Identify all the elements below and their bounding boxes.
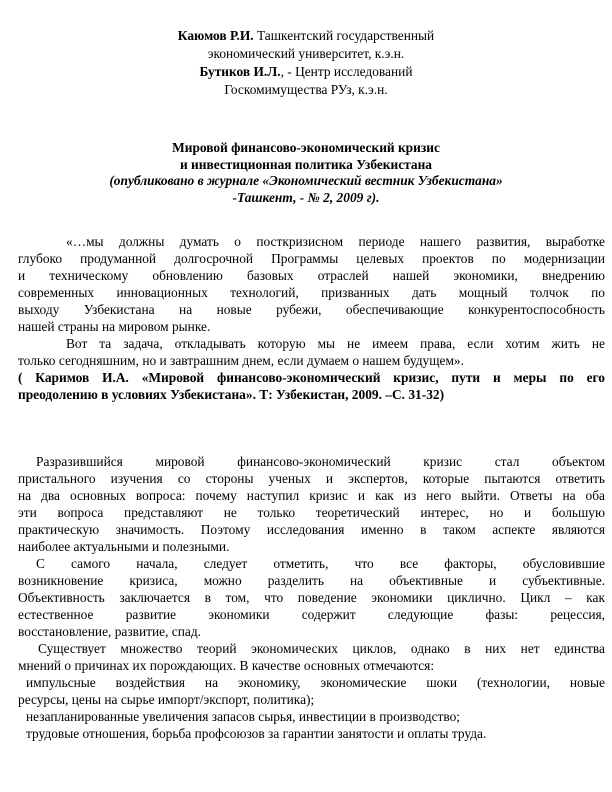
title-block	[0, 140, 612, 206]
body-line: Объективность заключается в том, что поведение экономики циклично. Цикл – как	[18, 590, 605, 605]
epigraph-line: и техническому обновлению базовых отраслей нашей экономики, внедрению	[18, 268, 605, 283]
epigraph-line: нашей страны на мировом рынке.	[18, 319, 211, 334]
epigraph	[18, 233, 605, 403]
epigraph-line: выходу Узбекистана на новые рубежи, обеспечивающие конкурентоспособность	[18, 302, 605, 317]
epigraph-citation: преодолению в условиях Узбекистана». Т: Узбекистан, 2009. –С. 31-32)	[18, 387, 445, 402]
body-line: Разразившийся мировой финансово-экономический кризис стал объектом	[36, 454, 605, 469]
publication-line-1: (опубликовано в журнале «Экономический вестник Узбекистана»	[109, 173, 503, 188]
epigraph-line: глубоко продуманной долгосрочной Программы целевых проектов по модернизации	[18, 251, 605, 266]
body-line: С самого начала, следует отметить, что все факторы, обусловившие	[36, 556, 605, 571]
body-line: восстановление, развитие, спад.	[18, 624, 201, 639]
author-1-name: Каюмов Р.И.	[177, 28, 254, 43]
body-line: на два основных вопроса: почему наступил кризис и как из него выйти. Ответы на оба	[18, 488, 605, 503]
author-2-line	[0, 63, 612, 81]
author-1-degree: экономический университет, к.э.н.	[207, 46, 405, 61]
body-line: Существует множество теорий экономических циклов, однако в них нет единства	[38, 641, 605, 656]
body-text	[18, 453, 605, 742]
list-item: ресурсы, цены на сырье импорт/экспорт, политика);	[18, 692, 315, 707]
epigraph-line: Вот та задача, откладывать которую мы не имеем права, если хотим жить не	[66, 336, 605, 351]
body-line: наиболее актуальными и полезными.	[18, 539, 230, 554]
list-item: незапланированные увеличения запасов сырья, инвестиции в производство;	[26, 709, 461, 724]
list-item: импульсные воздействия на экономику, экономические шоки (технологии, новые	[26, 675, 605, 690]
list-item: трудовые отношения, борьба профсоюзов за гарантии занятости и оплаты труда.	[26, 726, 487, 741]
body-line: практическую значимость. Поэтому исследования именно в таком аспекте являются	[18, 522, 605, 537]
body-line: возникновение кризиса, можно разделить на объективные и субъективные.	[18, 573, 605, 588]
body-line: пристального изучения со стороны ученых и экспертов, которые пытаются ответить	[18, 471, 605, 486]
author-2-affiliation: , - Центр исследований	[280, 64, 413, 79]
body-line: эти вопроса представляют не только теоретический интерес, но и большую	[18, 505, 605, 520]
author-1-affiliation: Ташкентский государственный	[253, 28, 435, 43]
epigraph-line: современных инновационных технологий, призванных дать мощный толчок по	[18, 285, 605, 300]
author-2-name: Бутиков И.Л.	[199, 64, 281, 79]
title-line-2: и инвестиционная политика Узбекистана	[179, 156, 432, 172]
publication-line-2: -Ташкент, - № 2, 2009 г).	[232, 189, 380, 205]
body-line: мнений о причинах их порождающих. В качестве основных отмечаются:	[18, 658, 435, 673]
body-line: естественное развитие экономики содержит следующие фазы: рецессия,	[18, 607, 605, 622]
authors-block	[0, 27, 612, 99]
author-2-degree: Госкомимущества РУз, к.э.н.	[224, 82, 388, 97]
author-1-line	[0, 27, 612, 45]
epigraph-line: «…мы должны думать о посткризисном периоде нашего развития, выработке	[66, 234, 605, 249]
title-line-1: Мировой финансово-экономический кризис	[172, 140, 440, 155]
epigraph-line: только сегодняшним, но и завтрашним днем, если думаем о нашем будущем».	[18, 353, 464, 368]
epigraph-citation: ( Каримов И.А. «Мировой финансово-экономический кризис, пути и меры по его	[18, 370, 605, 385]
